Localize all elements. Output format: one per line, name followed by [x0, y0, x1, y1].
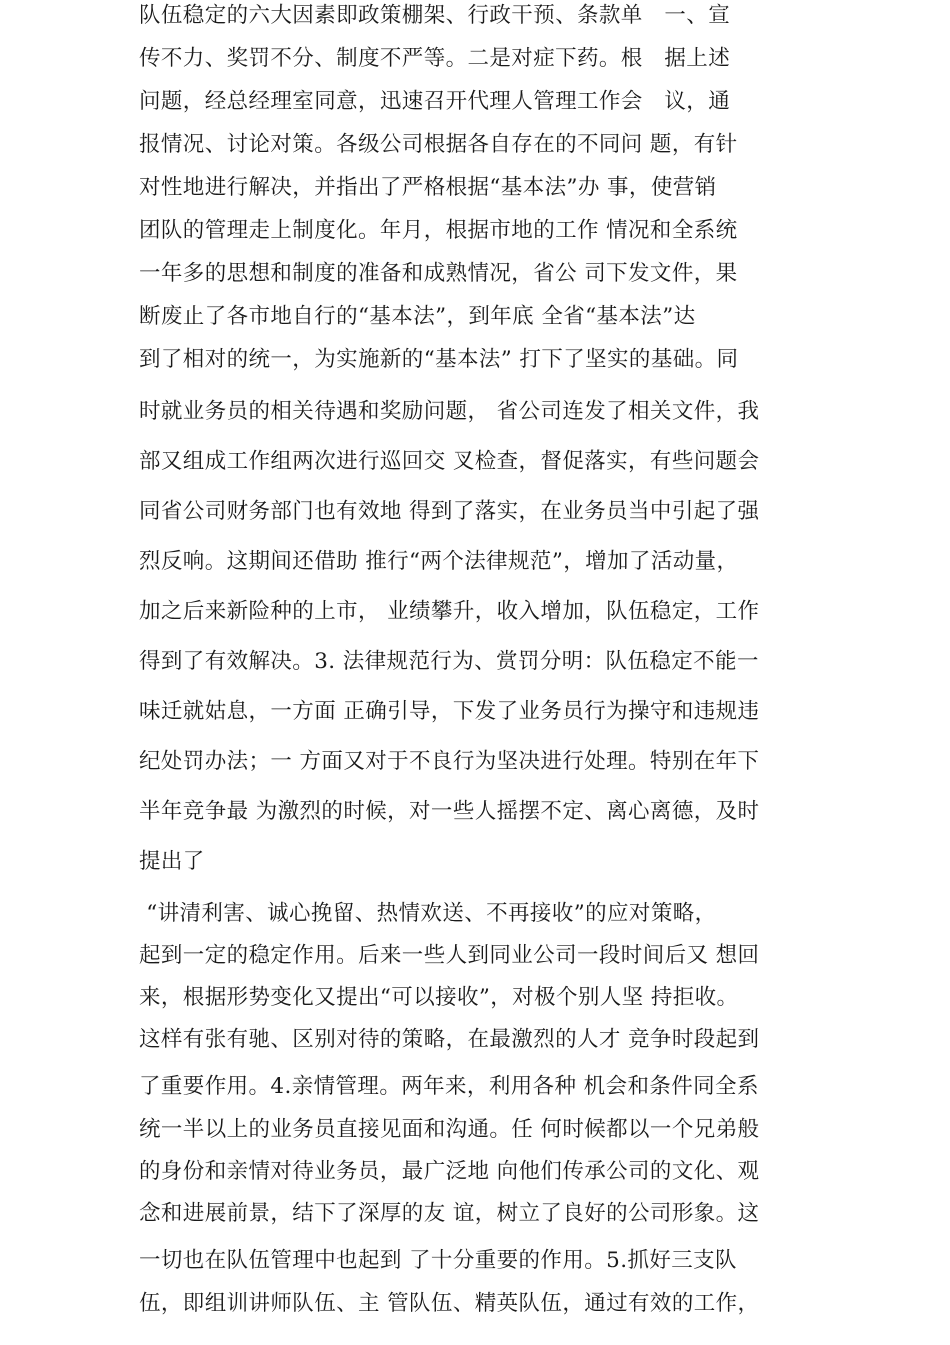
text-line: 的身份和亲情对待业务员，最广泛地 向他们传承公司的文化、观: [139, 1159, 760, 1184]
text-line: 伍，即组训讲师队伍、主 管队伍、精英队伍，通过有效的工作，: [139, 1291, 760, 1316]
text-line: 得到了有效解决。3. 法律规范行为、赏罚分明：队伍稳定不能一: [139, 649, 759, 674]
text-line: 时就业务员的相关待遇和奖励问题， 省公司连发了相关文件，我: [139, 399, 760, 424]
text-line: 部又组成工作组两次进行巡回交 叉检查，督促落实，有些问题会: [139, 449, 760, 474]
text-line: 念和进展前景，结下了深厚的友 谊，树立了良好的公司形象。这: [139, 1201, 760, 1226]
text-line: 报情况、讨论对策。各级公司根据各自存在的不同问 题，有针: [139, 132, 738, 157]
text-line: 一切也在队伍管理中也起到 了十分重要的作用。5.抓好三支队: [139, 1248, 737, 1273]
text-line: 了重要作用。4.亲情管理。两年来，利用各种 机会和条件同全系: [139, 1074, 759, 1099]
text-line: 团队的管理走上制度化。年月，根据市地的工作 情况和全系统: [139, 218, 738, 243]
text-line: 纪处罚办法；一 方面又对于不良行为坚决进行处理。特别在年下: [139, 749, 760, 774]
text-line: 加之后来新险种的上市， 业绩攀升，收入增加，队伍稳定，工作: [139, 599, 760, 624]
text-line: “讲清利害、诚心挽留、热情欢送、不再接收”的应对策略，: [139, 901, 717, 926]
text-line: 传不力、奖罚不分、制度不严等。二是对症下药。根 据上述: [139, 46, 731, 71]
text-line: 来，根据形势变化又提出“可以接收”，对极个别人坚 持拒收。: [139, 985, 739, 1010]
text-line: 一年多的思想和制度的准备和成熟情况，省公 司下发文件，果: [139, 261, 738, 286]
text-line: 味迁就姑息，一方面 正确引导，下发了业务员行为操守和违规违: [139, 699, 760, 724]
text-line: 这样有张有驰、区别对待的策略，在最激烈的人才 竞争时段起到: [139, 1027, 760, 1052]
text-line: 烈反响。这期间还借助 推行“两个法律规范”，增加了活动量，: [139, 549, 739, 574]
text-line: 断废止了各市地自行的“基本法”，到年底 全省“基本法”达: [139, 304, 696, 329]
text-line: 对性地进行解决，并指出了严格根据“基本法”办 事，使营销: [139, 175, 717, 200]
text-line: 起到一定的稳定作用。后来一些人到同业公司一段时间后又 想回: [139, 943, 760, 968]
text-line: 到了相对的统一，为实施新的“基本法” 打下了坚实的基础。同: [139, 347, 739, 372]
text-line: 问题，经总经理室同意，迅速召开代理人管理工作会 议，通: [139, 89, 731, 114]
text-line: 统一半以上的业务员直接见面和沟通。任 何时候都以一个兄弟般: [139, 1117, 760, 1142]
text-line: 同省公司财务部门也有效地 得到了落实，在业务员当中引起了强: [139, 499, 760, 524]
text-line: 提出了: [139, 849, 205, 874]
text-line: 半年竞争最 为激烈的时候，对一些人摇摆不定、离心离德，及时: [139, 799, 760, 824]
text-line: 队伍稳定的六大因素即政策棚架、行政干预、条款单 一、宣: [139, 3, 731, 28]
